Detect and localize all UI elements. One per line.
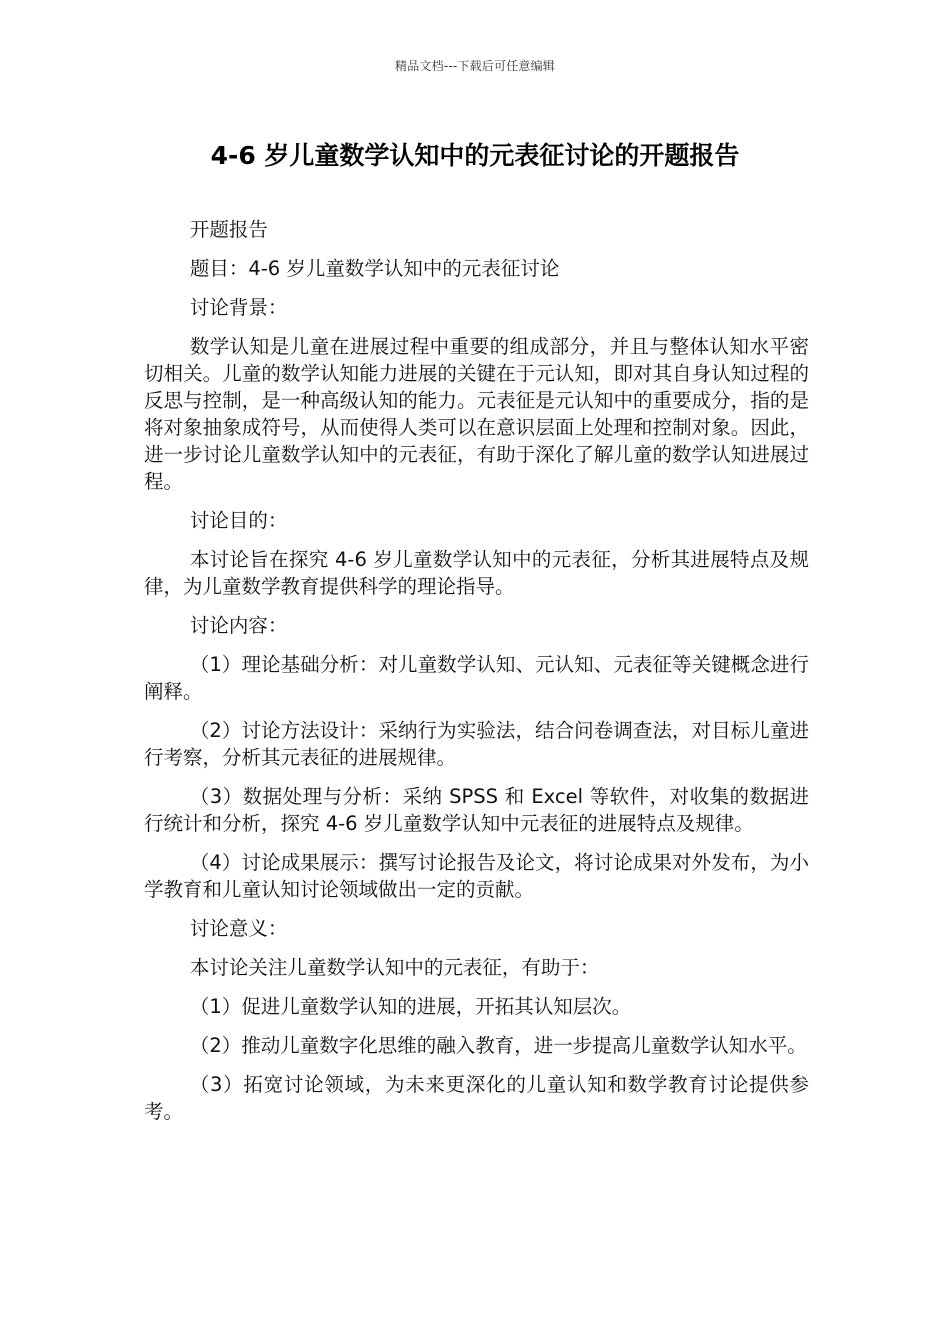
paragraph-purpose: 本讨论旨在探究 4-6 岁儿童数学认知中的元表征，分析其进展特点及规律，为儿童数学教育提供科学的理论指导。 (144, 548, 809, 598)
heading-background: 讨论背景： (189, 296, 288, 319)
paragraph-significance-intro: 本讨论关注儿童数学认知中的元表征，有助于： (189, 956, 600, 979)
document-title: 4-6 岁儿童数学认知中的元表征讨论的开题报告 (210, 141, 740, 170)
heading-significance: 讨论意义： (189, 917, 288, 940)
document-body (144, 216, 809, 1137)
paragraph-topic: 题目：4-6 岁儿童数学认知中的元表征讨论 (189, 257, 560, 280)
header-note: 精品文档---下载后可任意编辑 (395, 59, 555, 73)
content-item-4: （4）讨论成果展示：撰写讨论报告及论文，将讨论成果对外发布，为小学教育和儿童认知讨论领域做出一定的贡献。 (144, 851, 809, 901)
heading-content: 讨论内容： (189, 614, 288, 637)
content-item-3: （3）数据处理与分析：采纳 SPSS 和 Excel 等软件，对收集的数据进行统计和分析，探究 4-6 岁儿童数学认知中元表征的进展特点及规律。 (144, 785, 809, 835)
paragraph-report-label: 开题报告 (189, 218, 268, 241)
heading-purpose: 讨论目的： (189, 509, 288, 532)
significance-item-1: （1）促进儿童数学认知的进展，开拓其认知层次。 (189, 995, 632, 1018)
content-item-2: （2）讨论方法设计：采纳行为实验法，结合问卷调查法，对目标儿童进行考察，分析其元表征的进展规律。 (144, 719, 809, 769)
significance-item-3: （3）拓宽讨论领域，为未来更深化的儿童认知和数学教育讨论提供参考。 (144, 1073, 809, 1123)
significance-item-2: （2）推动儿童数字化思维的融入教育，进一步提高儿童数学认知水平。 (189, 1034, 807, 1057)
content-item-1: （1）理论基础分析：对儿童数学认知、元认知、元表征等关键概念进行阐释。 (144, 653, 809, 703)
paragraph-background: 数学认知是儿童在进展过程中重要的组成部分，并且与整体认知水平密切相关。儿童的数学认知能力进展的关键在于元认知，即对其自身认知过程的反思与控制，是一种高级认知的能力。元表征是元认知中的重要成分，指的是将对象抽象成符号，从而使得人类可以在意识层面上处理和控制对象。因此，进一步讨论儿童数学认知中的元表征，有助于深化了解儿童的数学认知进展过程。 (144, 335, 809, 493)
